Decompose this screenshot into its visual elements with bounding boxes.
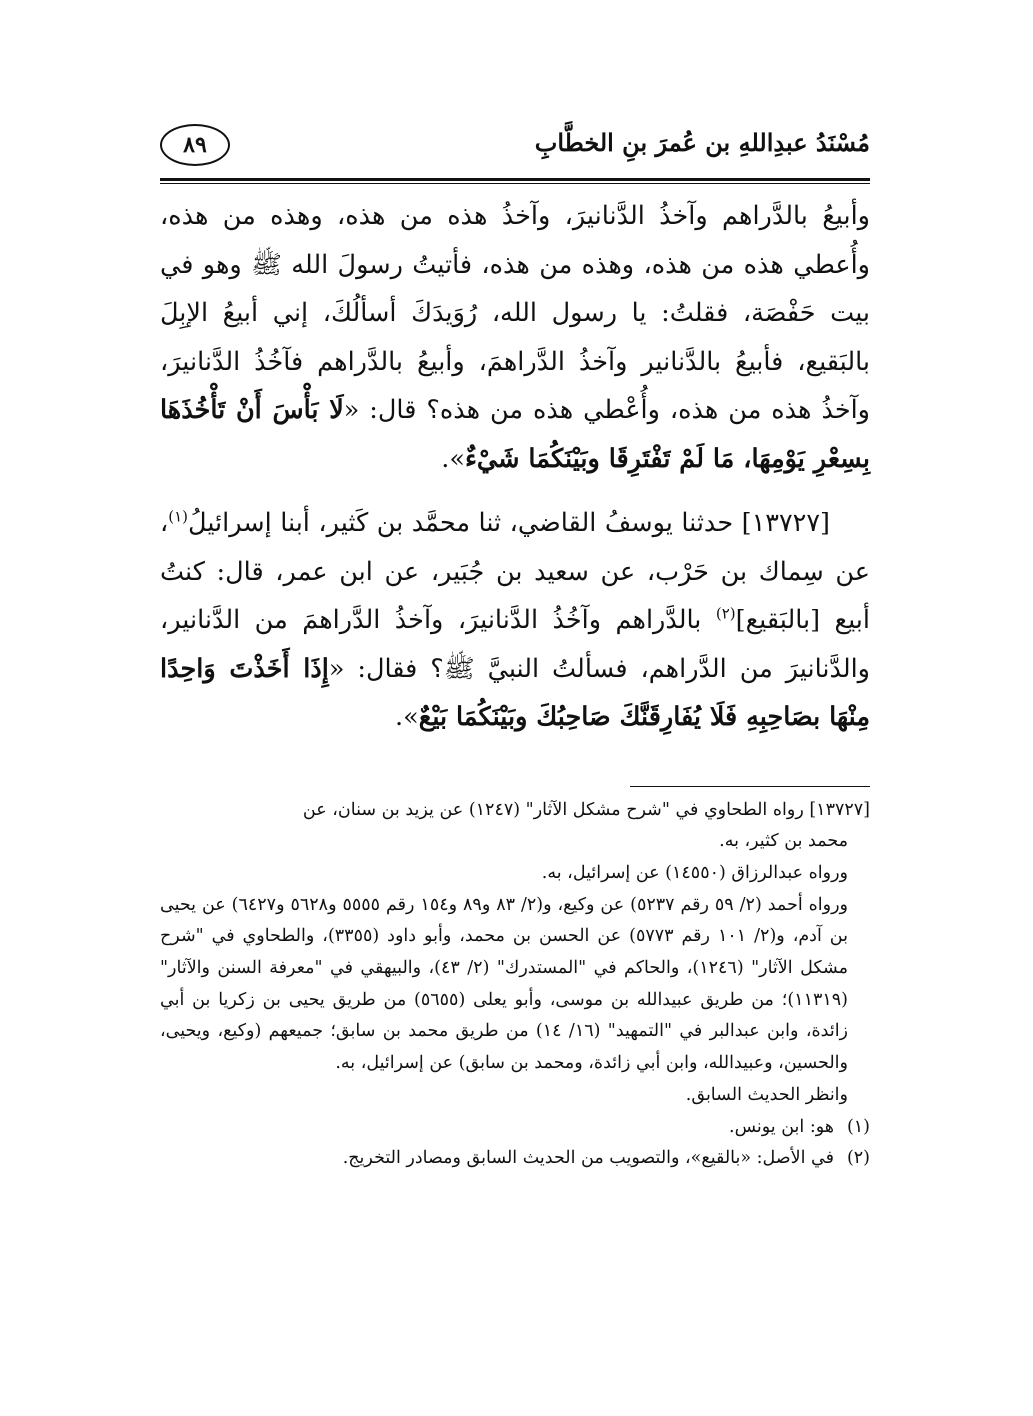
- quote-close: ».: [395, 702, 419, 732]
- hadith-text: لَا بَأْسَ أَنْ تَأْخُذَهَا بِسِعْرِ يَوْمِهَا، مَا لَمْ تَفْتَرِقَا وبَيْنَكُمَا شَيْءٌ: [160, 395, 870, 474]
- footnote-text: هو: ابن يونس.: [729, 1116, 834, 1137]
- narration-text: وأبيعُ بالدَّراهم وآخذُ الدَّنانيرَ، وآخذُ هذه من هذه، وهذه من هذه، وأُعطي هذه من هذه، وهذه من هذه، فأتيتُ رسولَ الله ﷺ وهو في بيت حَفْصَة، فقلتُ: يا رسول الله، رُوَيدَكَ أسألُكَ، إني أبيعُ الإبِلَ بالبَقيع، فأبيعُ بالدَّنانير وآخذُ الدَّراهمَ، وأبيعُ بالدَّراهم فآخُذُ الدَّنانيرَ، وآخذُ هذه من هذه، وأُعْطي هذه من هذه؟ قال: «: [160, 201, 870, 425]
- footnote-line: وانظر الحديث السابق.: [685, 1084, 848, 1105]
- page-header: [160, 118, 870, 178]
- running-title: مُسْنَدُ عبدِاللهِ بن عُمرَ بنِ الخطَّابِ: [534, 128, 870, 157]
- footnote-line: ورواه أحمد (٢/ ٥٩ رقم ٥٢٣٧) عن وكيع، و(٢/ ٨٣ و٨٩ و١٥٤ رقم ٥٥٥٥ و٥٦٢٨ و٦٤٢٧) عن يحيى بن آدم، و(٢/ ١٠١ رقم ٥٧٧٣) عن الحسن بن محمد، وأبو داود (٣٣٥٥)، والطحاوي في "شرح مشكل الآثار" (١٢٤٦)، والحاكم في "المستدرك" (٢/ ٤٣)، والبيهقي في "معرفة السنن والآثار" (١١٣١٩)؛ من طريق عبيدالله بن موسى، وأبو يعلى (٥٦٥٥) من طريق يحيى بن زكريا بن أبي زائدة، وابن عبدالبر في "التمهيد" (١٦/ ١٤) من طريق محمد بن سابق؛ جميعهم (وكيع، ويحيى، والحسين، وعبيدالله، وابن أبي زائدة، ومحمد بن سابق) عن إسرائيل، به.: [160, 894, 849, 1074]
- header-rule: [160, 178, 870, 181]
- page-number: ٨٩: [160, 124, 230, 166]
- footnote-line: [١٣٧٢٧] رواه الطحاوي في "شرح مشكل الآثار" (١٢٤٧) عن يزيد بن سنان، عن: [302, 799, 870, 820]
- paragraph-continuation: [160, 192, 870, 483]
- quote-close: ».: [441, 443, 465, 474]
- footnote-ref-1[interactable]: (١): [168, 507, 189, 526]
- footnotes: [160, 795, 870, 1175]
- footnote-text: في الأصل: «بالقيع»، والتصويب من الحديث السابق ومصادر التخريج.: [342, 1148, 834, 1169]
- footnote-takhrij: [160, 795, 870, 858]
- footnote-number: (١): [846, 1116, 870, 1137]
- footnote-2: [160, 1143, 870, 1175]
- book-page: [160, 118, 870, 1175]
- main-text: [160, 192, 870, 742]
- isnad-text: [١٣٧٢٧] حدثنا يوسفُ القاضي، ثنا محمَّد بن كَثير، أبنا إسرائيلُ: [188, 508, 830, 538]
- header-rule-thin: [160, 183, 870, 184]
- footnote-number: (٢): [846, 1148, 870, 1169]
- footnote-line: محمد بن كثير، به.: [719, 831, 848, 852]
- isnad-text-2: ، عن سِماك بن حَرْب، عن سعيد بن جُبَير، عن ابن عمر، قال: كنتُ أبيع [بالبَقيع]: [160, 508, 870, 635]
- footnote-ref-2[interactable]: (٢): [715, 604, 736, 623]
- footnote-separator: [630, 786, 870, 787]
- hadith-text: إِذَا أَخَذْتَ وَاحِدًا مِنْهَا بصَاحِبِهِ فَلَا يُفَارِقَنَّكَ صَاحِبُكَ وبَيْنَكُمَا بَيْعٌ: [160, 653, 870, 732]
- matn-text: بالدَّراهم وآخُذُ الدَّنانيرَ، وآخذُ الدَّراهمَ من الدَّنانير، والدَّنانيرَ من الدَّراهم، فسألتُ النبيَّ ﷺ؟ فقال: «: [160, 605, 870, 684]
- footnote-line: ورواه عبدالرزاق (١٤٥٥٠) عن إسرائيل، به.: [541, 862, 848, 883]
- hadith-13727: [160, 499, 870, 742]
- footnote-1: [160, 1112, 870, 1144]
